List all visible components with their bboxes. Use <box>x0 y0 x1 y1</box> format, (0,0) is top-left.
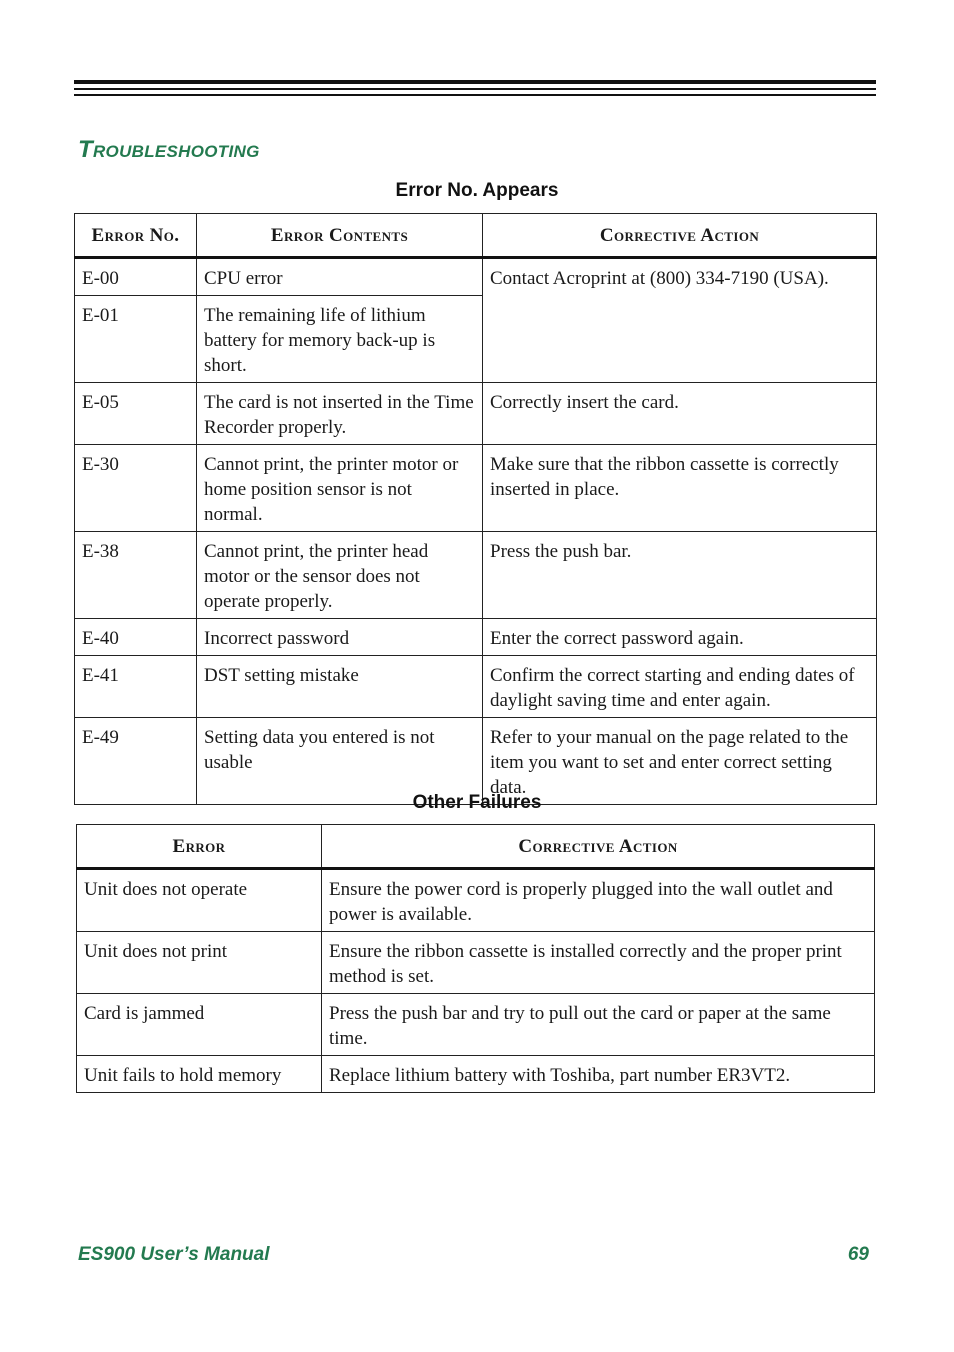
corrective-action: Press the push bar. <box>483 532 877 619</box>
header-corrective-action: Corrective Action <box>322 825 875 869</box>
failure-error: Unit does not print <box>77 932 322 994</box>
header-error-contents: Error Contents <box>197 214 483 258</box>
error-table-caption: Error No. Appears <box>395 180 559 201</box>
header-rules <box>74 80 876 100</box>
table-row <box>77 1056 875 1093</box>
corrective-action: Ensure the power cord is properly plugged into the wall outlet and power is available. <box>322 869 875 932</box>
failure-error: Unit does not operate <box>77 869 322 932</box>
table-row <box>75 619 877 656</box>
error-code: E-49 <box>75 718 197 805</box>
failure-error: Card is jammed <box>77 994 322 1056</box>
error-contents: CPU error <box>197 258 483 296</box>
corrective-action: Ensure the ribbon cassette is installed correctly and the proper print method is set. <box>322 932 875 994</box>
corrective-action: Replace lithium battery with Toshiba, part number ER3VT2. <box>322 1056 875 1093</box>
error-code: E-01 <box>75 296 197 383</box>
table-row <box>77 994 875 1056</box>
header-error-no: Error No. <box>75 214 197 258</box>
corrective-action: Refer to your manual on the page related to the item you want to set and enter correct setting data. <box>483 718 877 805</box>
header-corrective-action: Corrective Action <box>483 214 877 258</box>
section-title: TROUBLESHOOTING <box>78 136 260 163</box>
error-code: E-05 <box>75 383 197 445</box>
error-contents: The remaining life of lithium battery for memory back-up is short. <box>197 296 483 383</box>
error-contents: Cannot print, the printer head motor or the sensor does not operate properly. <box>197 532 483 619</box>
error-code: E-41 <box>75 656 197 718</box>
failures-table <box>76 824 875 1093</box>
table-row <box>75 656 877 718</box>
table-row <box>77 932 875 994</box>
error-contents: DST setting mistake <box>197 656 483 718</box>
failure-error: Unit fails to hold memory <box>77 1056 322 1093</box>
error-contents: Cannot print, the printer motor or home position sensor is not normal. <box>197 445 483 532</box>
table-row <box>75 445 877 532</box>
error-code: E-38 <box>75 532 197 619</box>
failures-table-caption: Other Failures <box>412 792 542 813</box>
corrective-action: Correctly insert the card. <box>483 383 877 445</box>
error-contents: Incorrect password <box>197 619 483 656</box>
corrective-action: Confirm the correct starting and ending dates of daylight saving time and enter again. <box>483 656 877 718</box>
header-rule-thin <box>74 88 876 90</box>
error-code: E-00 <box>75 258 197 296</box>
table-row <box>75 532 877 619</box>
corrective-action: Enter the correct password again. <box>483 619 877 656</box>
corrective-action: Contact Acroprint at (800) 334-7190 (USA). <box>483 258 877 383</box>
header-rule-thin <box>74 94 876 96</box>
header-error: Error <box>77 825 322 869</box>
table-row <box>75 383 877 445</box>
footer-page-number: 69 <box>847 1244 869 1265</box>
error-contents: The card is not inserted in the Time Recorder properly. <box>197 383 483 445</box>
error-table <box>74 213 877 805</box>
error-contents: Setting data you entered is not usable <box>197 718 483 805</box>
error-code: E-30 <box>75 445 197 532</box>
table-row <box>75 258 877 296</box>
corrective-action: Press the push bar and try to pull out the card or paper at the same time. <box>322 994 875 1056</box>
table-row <box>77 869 875 932</box>
error-code: E-40 <box>75 619 197 656</box>
footer-manual-title: ES900 User’s Manual <box>78 1244 270 1265</box>
corrective-action: Make sure that the ribbon cassette is correctly inserted in place. <box>483 445 877 532</box>
